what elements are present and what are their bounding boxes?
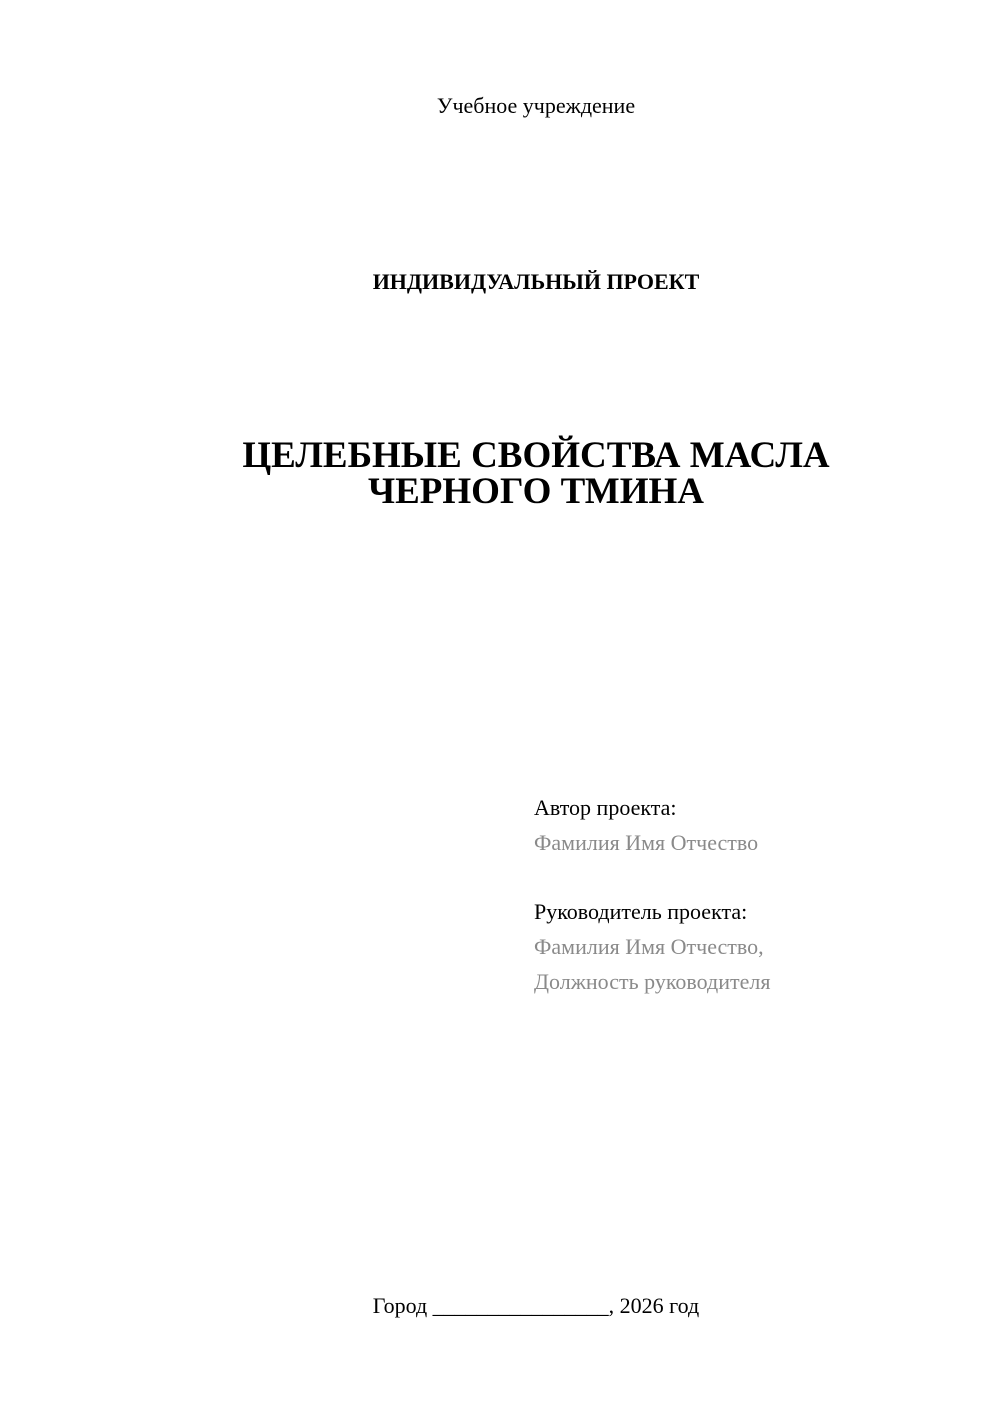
- institution-name: Учебное учреждение: [436, 93, 636, 118]
- author-name: Фамилия Имя Отчество: [534, 830, 759, 855]
- project-title: [0, 435, 1000, 512]
- supervisor-position: Должность руководителя: [534, 969, 771, 994]
- document-type: ИНДИВИДУАЛЬНЫЙ ПРОЕКТ: [372, 269, 700, 294]
- spacer: [534, 860, 974, 894]
- project-title-line: ЧЕРНОГО ТМИНА: [367, 471, 705, 512]
- project-info-block: [534, 790, 974, 999]
- supervisor-label: Руководитель проекта:: [534, 899, 748, 924]
- project-title-line: ЦЕЛЕБНЫЕ СВОЙСТВА МАСЛА: [242, 435, 830, 476]
- author-label: Автор проекта:: [534, 795, 677, 820]
- city-year-line: Город ________________, 2026 год: [372, 1293, 700, 1318]
- supervisor-name: Фамилия Имя Отчество,: [534, 934, 764, 959]
